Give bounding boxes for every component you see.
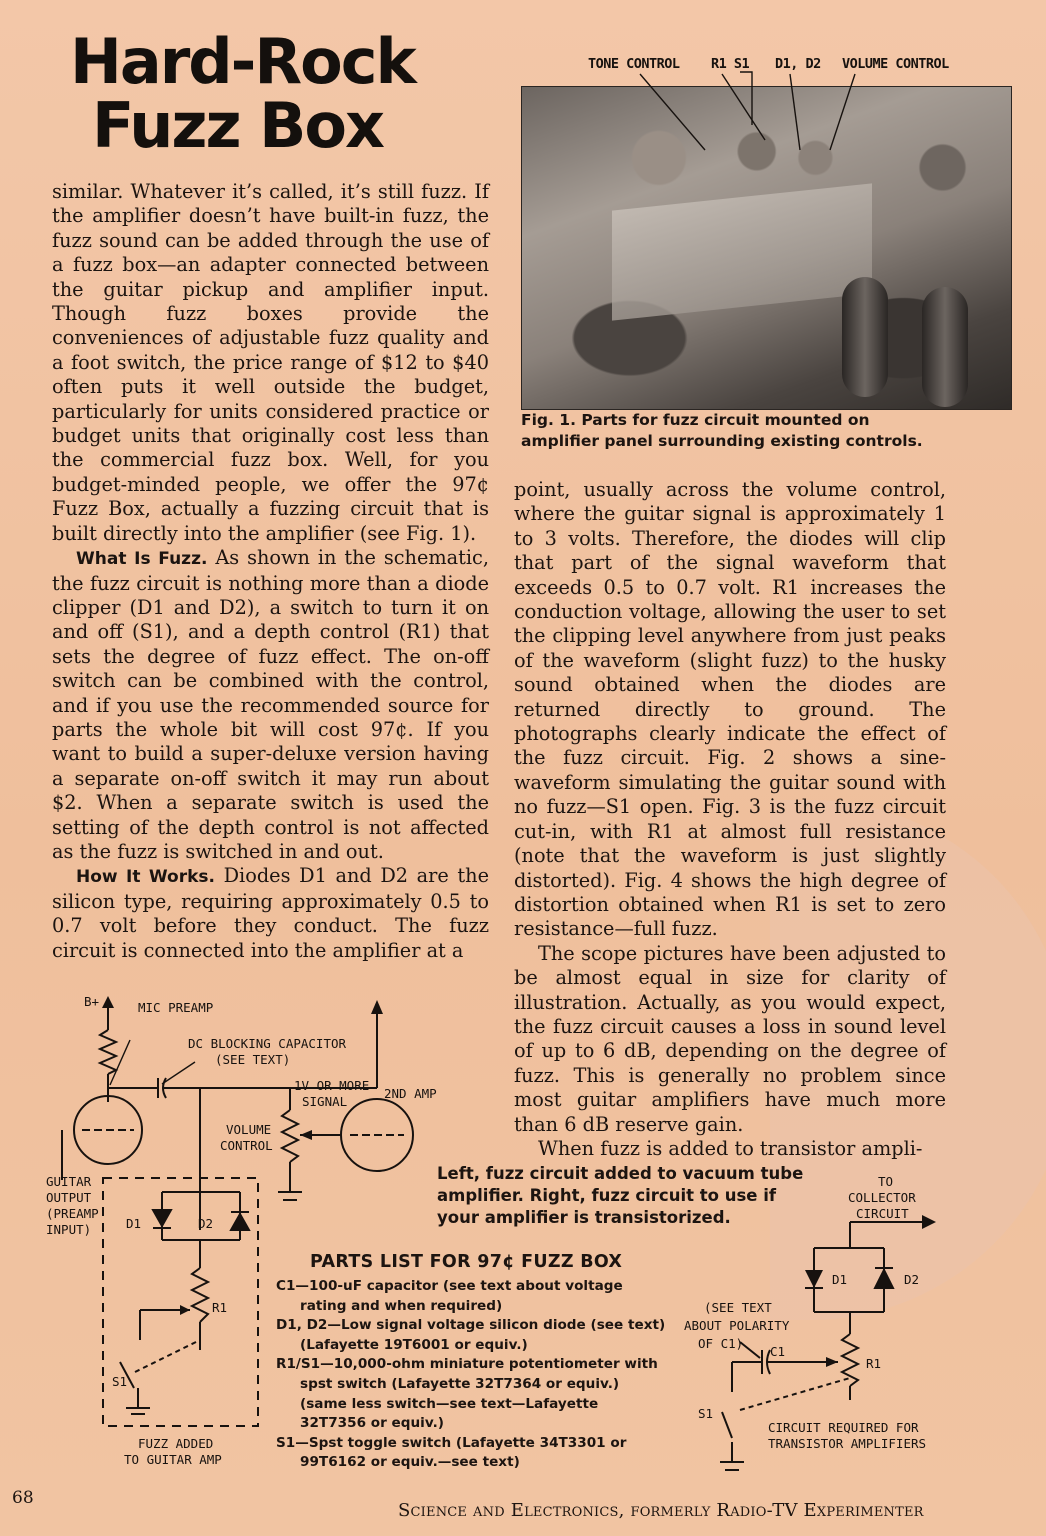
photo-leader-lines [0,0,1046,200]
label-signal-1: 1V OR MORE [294,1078,370,1093]
tube-shape [842,277,888,397]
schematic-caption: Left, fuzz circuit added to vacuum tube amplifier. Right, fuzz circuit to use if your amplifier is transistorized. [437,1164,804,1227]
paragraph-text: As shown in the schematic, the fuzz circuit is nothing more than a diode clipper (D1 and D2), a switch to turn it on and off (S1), and a depth control (R1) that sets the degree of fuzz effect. The on-off switch can be combined with the control, and if you use the recommended source for parts the whole bit will cost 97¢. If you want to build a super-deluxe version having a separate on-off switch it may run about $2. When a separate switch is used the setting of the depth control is not affected as the fuzz is switched in and out. [52,546,489,863]
label-volume-2: CONTROL [220,1138,273,1153]
label-guitar-4: INPUT) [46,1222,92,1237]
page-number: 68 [12,1488,34,1508]
label-tone-control: TONE CONTROL [588,56,680,72]
subhead-what-is-fuzz: What Is Fuzz. [76,549,208,570]
publication-name: Science and Electronics, formerly Radio-TV Experimenter [398,1500,924,1521]
label-signal-2: SIGNAL [302,1094,348,1109]
label-dc-blocking-2: (SEE TEXT) [215,1052,291,1067]
subhead-how-it-works: How It Works. [76,867,215,888]
label-collector: COLLECTOR [848,1190,916,1205]
label-second-amp: 2ND AMP [384,1086,437,1101]
label-see-text-2: ABOUT POLARITY [684,1318,790,1333]
paragraph: point, usually across the volume control, where the guitar signal is approximately 1 to 3 volts. Therefore, the diodes will clip that part of the signal waveform that exceeds 0.5 to 0.7 volt. R1 increases the conduction voltage, allowing the user to set the clipping level anywhere from just peaks of the waveform (slight fuzz) to the husky sound obtained when the diodes are returned directly to ground. The photographs clearly indicate the effect of the fuzz circuit. Fig. 2 shows a sine-waveform simulating the guitar sound with no fuzz—S1 open. Fig. 3 is the fuzz circuit cut-in, with R1 at almost full resistance (note that the waveform is just slightly distorted). Fig. 4 shows the high degree of distortion obtained when R1 is set to zero resistance—full fuzz. [514,478,946,941]
label-d1: D1 [126,1216,142,1231]
label-fuzz-1: FUZZ ADDED [138,1436,214,1451]
label-volume-1: VOLUME [226,1122,272,1137]
label-r1-right: R1 [866,1356,882,1371]
paragraph [52,546,489,864]
label-s1: S1 [112,1374,128,1389]
fig1-caption: Fig. 1. Parts for fuzz circuit mounted on amplifier panel surrounding existing controls. [521,411,923,450]
paragraph: The scope pictures have been adjusted to be almost equal in size for clarity of illustration. Actually, as you would expect, the fuzz circuit causes a loss in sound level of up to 6 dB, depending on the degree of fuzz. This is generally no problem since most guitar amplifiers have much more than 6 dB reserve gain. [514,941,946,1136]
text-column-right [514,478,946,1161]
label-required-2: TRANSISTOR AMPLIFIERS [768,1436,927,1451]
label-d1-d2: D1, D2 [775,56,821,72]
label-to: TO [878,1174,894,1189]
label-d2-right: D2 [904,1272,920,1287]
chassis-plate [612,183,872,320]
label-guitar-2: OUTPUT [46,1190,92,1205]
label-c1: C1 [770,1344,786,1359]
tube-shape [922,287,968,407]
parts-list-item: C1—100-uF capacitor (see text about voltage rating and when required) [276,1278,623,1314]
label-d1-right: D1 [832,1272,848,1287]
title-line-1: Hard-Rock [70,25,415,98]
label-s1-right: S1 [698,1406,714,1421]
parts-list-item: R1/S1—10,000-ohm miniature potentiometer with spst switch (Lafayette 32T7364 or equiv.) (same less switch—see text—Lafayette 32T7356 or equiv.) [276,1356,658,1432]
label-r1: R1 [212,1300,228,1315]
label-guitar-1: GUITAR [46,1174,92,1189]
parts-list-title: PARTS LIST FOR 97¢ FUZZ BOX [310,1252,623,1272]
text-column-left [52,180,489,963]
label-fuzz-2: TO GUITAR AMP [124,1452,222,1467]
paragraph [52,864,489,963]
paragraph-text: Diodes D1 and D2 are the silicon type, requiring approximately 0.5 to 0.7 volt before they conduct. The fuzz circuit is connected into the amplifier at a [52,864,489,962]
label-mic-preamp: MIC PREAMP [138,1000,214,1015]
label-dc-blocking-1: DC BLOCKING CAPACITOR [188,1036,347,1051]
title-line-2: Fuzz Box [92,89,384,162]
label-volume-control: VOLUME CONTROL [842,56,949,72]
label-required-1: CIRCUIT REQUIRED FOR [768,1420,919,1435]
label-bplus: B+ [84,994,100,1009]
parts-list-item: S1—Spst toggle switch (Lafayette 34T3301 or 99T6162 or equiv.—see text) [276,1434,627,1471]
label-see-text-3: OF C1) [698,1336,744,1351]
parts-list-item: D1, D2—Low signal voltage silicon diode (see text) (Lafayette 19T6001 or equiv.) [276,1317,666,1353]
label-circuit: CIRCUIT [856,1206,909,1221]
paragraph: When fuzz is added to transistor ampli- [538,1136,923,1160]
label-r1-s1: R1 S1 [711,56,750,72]
label-d2: D2 [198,1216,214,1231]
label-see-text-1: (SEE TEXT [704,1300,772,1315]
label-guitar-3: (PREAMP [46,1206,99,1221]
paragraph: similar. Whatever it’s called, it’s still fuzz. If the amplifier doesn’t have built-in fuzz, the fuzz sound can be added through the use of a fuzz box—an adapter connected between the guitar pickup and amplifier input. Though fuzz boxes provide the conveniences of adjustable fuzz quality and a foot switch, the price range of $12 to $40 often puts it well outside the budget, particularly for units considered practice or budget units that originally cost less than the commercial fuzz box. Well, for you budget-minded people, we offer the 97¢ Fuzz Box, actually a fuzzing circuit that is built directly into the amplifier (see Fig. 1). [52,180,489,545]
parts-list [276,1277,666,1473]
